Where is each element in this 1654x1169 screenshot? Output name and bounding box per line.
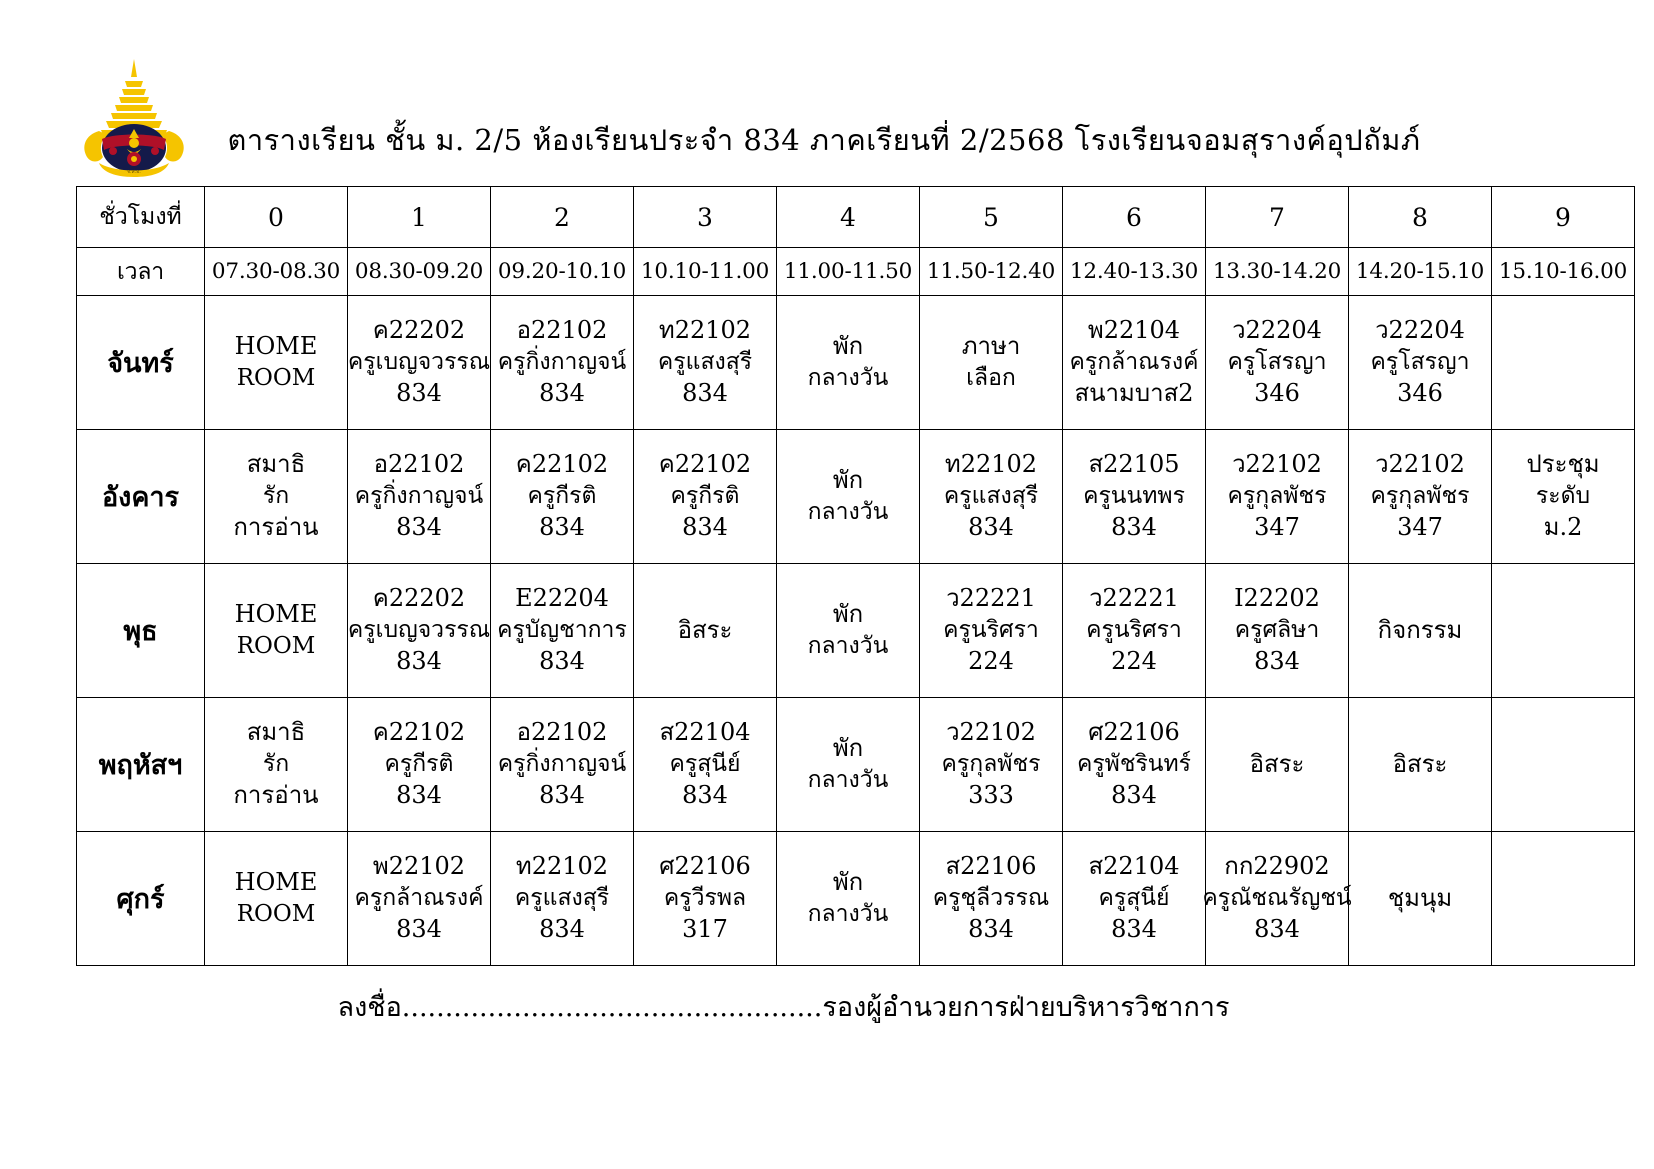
period-header-7: 7 bbox=[1206, 187, 1349, 248]
svg-text:จ.ส.อ.: จ.ส.อ. bbox=[127, 168, 141, 175]
subject-code: ค22202 bbox=[372, 316, 466, 345]
time-header-label: เวลา bbox=[77, 248, 205, 296]
teacher-name: กลางวัน bbox=[807, 633, 889, 660]
teacher-name: ครูกุลพัชร bbox=[1227, 483, 1327, 510]
room-number: 834 bbox=[396, 780, 442, 809]
room-number: การอ่าน bbox=[233, 512, 319, 541]
schedule-cell bbox=[205, 832, 348, 966]
teacher-name: ครูกุลพัชร bbox=[1370, 483, 1470, 510]
subject-code: พัก bbox=[832, 332, 864, 361]
teacher-name: ครูกล้าณรงค์ bbox=[1069, 349, 1199, 376]
subject-code: ศ22106 bbox=[659, 852, 751, 881]
schedule-cell-content bbox=[205, 698, 347, 831]
subject-code: HOME bbox=[234, 600, 318, 629]
time-slot-7: 13.30-14.20 bbox=[1206, 248, 1349, 296]
teacher-name: ครูนริศรา bbox=[943, 617, 1039, 644]
subject-code: พัก bbox=[832, 466, 864, 495]
subject-code: ว22102 bbox=[1375, 450, 1465, 479]
time-slot-8: 14.20-15.10 bbox=[1349, 248, 1492, 296]
teacher-name: รัก bbox=[262, 483, 290, 510]
period-header-2: 2 bbox=[491, 187, 634, 248]
day-label: พฤหัสฯ bbox=[77, 698, 205, 832]
teacher-name: ครูกิ่งกาญจน์ bbox=[497, 349, 627, 376]
schedule-cell bbox=[1349, 698, 1492, 832]
room-number: 347 bbox=[1254, 512, 1300, 541]
schedule-cell-content bbox=[1206, 430, 1348, 563]
room-number: 346 bbox=[1397, 378, 1443, 407]
teacher-name: ครูกีรติ bbox=[670, 483, 740, 510]
subject-code: I22202 bbox=[1234, 584, 1320, 613]
subject-code: ภาษา bbox=[961, 332, 1021, 361]
schedule-cell-content bbox=[1063, 564, 1205, 697]
room-number: 834 bbox=[1254, 914, 1300, 943]
teacher-name: รัก bbox=[262, 751, 290, 778]
teacher-name: ระดับ bbox=[1535, 483, 1591, 510]
schedule-cell-content bbox=[1349, 564, 1491, 697]
schedule-cell bbox=[205, 430, 348, 564]
subject-code: ว22102 bbox=[1232, 450, 1322, 479]
subject-code: ว22102 bbox=[946, 718, 1036, 747]
subject-code: กก22902 bbox=[1224, 852, 1330, 881]
room-number: 834 bbox=[396, 378, 442, 407]
schedule-cell-content bbox=[1349, 296, 1491, 429]
period-header-5: 5 bbox=[920, 187, 1063, 248]
schedule-cell bbox=[348, 698, 491, 832]
subject-code: ท22102 bbox=[515, 852, 609, 881]
subject-code: พัก bbox=[832, 734, 864, 763]
school-crest-icon bbox=[75, 55, 193, 180]
teacher-name: ครูณัชณรัญชน์ bbox=[1202, 885, 1352, 912]
schedule-cell bbox=[634, 296, 777, 430]
time-slot-1: 08.30-09.20 bbox=[348, 248, 491, 296]
schedule-cell bbox=[777, 430, 920, 564]
schedule-cell bbox=[491, 698, 634, 832]
schedule-cell bbox=[491, 430, 634, 564]
schedule-cell bbox=[1492, 698, 1635, 832]
schedule-cell bbox=[920, 430, 1063, 564]
schedule-cell bbox=[1349, 564, 1492, 698]
day-label: อังคาร bbox=[77, 430, 205, 564]
schedule-cell bbox=[1063, 832, 1206, 966]
room-number: 834 bbox=[539, 646, 585, 675]
subject-code: ส22106 bbox=[945, 852, 1037, 881]
schedule-cell-content bbox=[1206, 296, 1348, 429]
subject-code: อิสระ bbox=[1249, 749, 1305, 778]
teacher-name: ครูนริศรา bbox=[1086, 617, 1182, 644]
teacher-name: ครูกีรติ bbox=[384, 751, 454, 778]
subject-code: อิสระ bbox=[1392, 749, 1448, 778]
teacher-name: ครูสุนีย์ bbox=[1098, 885, 1170, 912]
room-number: 834 bbox=[539, 914, 585, 943]
room-number: 834 bbox=[682, 780, 728, 809]
schedule-cell-content bbox=[491, 564, 633, 697]
subject-code: ส22105 bbox=[1088, 450, 1180, 479]
room-number: 834 bbox=[1111, 914, 1157, 943]
room-number: 834 bbox=[539, 378, 585, 407]
schedule-cell-content bbox=[777, 832, 919, 965]
room-number: 224 bbox=[968, 646, 1014, 675]
teacher-name: ครูแสงสุรี bbox=[943, 483, 1039, 510]
schedule-cell-content bbox=[1063, 698, 1205, 831]
room-number: 834 bbox=[968, 914, 1014, 943]
room-number: 834 bbox=[396, 914, 442, 943]
period-header-6: 6 bbox=[1063, 187, 1206, 248]
teacher-name: ครูชุลีวรรณ bbox=[932, 885, 1050, 912]
schedule-cell bbox=[1492, 832, 1635, 966]
teacher-name: ครูกิ่งกาญจน์ bbox=[354, 483, 484, 510]
subject-code: ส22104 bbox=[1088, 852, 1180, 881]
table-row bbox=[77, 296, 1635, 430]
subject-code: กิจกรรม bbox=[1377, 615, 1463, 644]
schedule-cell-content bbox=[1492, 832, 1634, 965]
schedule-cell bbox=[1063, 564, 1206, 698]
time-slot-2: 09.20-10.10 bbox=[491, 248, 634, 296]
room-number: 347 bbox=[1397, 512, 1443, 541]
schedule-cell bbox=[920, 564, 1063, 698]
day-label: จันทร์ bbox=[77, 296, 205, 430]
teacher-name: ครูโสรญา bbox=[1370, 349, 1470, 376]
teacher-name: ครูนนทพร bbox=[1083, 483, 1185, 510]
subject-code: สมาธิ bbox=[246, 718, 306, 747]
room-number: 834 bbox=[396, 512, 442, 541]
schedule-cell bbox=[777, 832, 920, 966]
table-row bbox=[77, 430, 1635, 564]
schedule-cell bbox=[1349, 296, 1492, 430]
period-header-row bbox=[77, 187, 1635, 248]
schedule-cell-content bbox=[1349, 430, 1491, 563]
schedule-cell-content bbox=[1349, 832, 1491, 965]
schedule-cell bbox=[1206, 430, 1349, 564]
subject-code: ค22102 bbox=[515, 450, 609, 479]
signature-line: ลงชื่อ.................................................รองผู้อำนวยการฝ่ายบริหารวิชาการ bbox=[337, 992, 1230, 1023]
room-number: 834 bbox=[682, 512, 728, 541]
time-slot-5: 11.50-12.40 bbox=[920, 248, 1063, 296]
schedule-cell-content bbox=[348, 832, 490, 965]
room-number: 834 bbox=[1111, 512, 1157, 541]
subject-code: พัก bbox=[832, 600, 864, 629]
teacher-name: ครูเบญจวรรณ bbox=[347, 617, 491, 644]
subject-code: พ22102 bbox=[372, 852, 466, 881]
schedule-cell-content bbox=[348, 698, 490, 831]
schedule-cell bbox=[491, 832, 634, 966]
schedule-cell-content bbox=[920, 698, 1062, 831]
teacher-name: ครูสุนีย์ bbox=[669, 751, 741, 778]
schedule-cell bbox=[777, 296, 920, 430]
subject-code: E22204 bbox=[515, 584, 609, 613]
teacher-name: ครูพัชรินทร์ bbox=[1076, 751, 1192, 778]
subject-code: ว22204 bbox=[1375, 316, 1465, 345]
subject-code: อ22102 bbox=[516, 316, 608, 345]
schedule-cell-content bbox=[634, 698, 776, 831]
subject-code: ประชุม bbox=[1526, 450, 1600, 479]
subject-code: HOME bbox=[234, 332, 318, 361]
schedule-cell-content bbox=[1063, 430, 1205, 563]
schedule-cell bbox=[1349, 430, 1492, 564]
schedule-cell bbox=[1492, 564, 1635, 698]
teacher-name: ครูบัญชาการ bbox=[497, 617, 627, 644]
schedule-cell-content bbox=[1492, 296, 1634, 429]
schedule-cell-content bbox=[1492, 564, 1634, 697]
teacher-name: ครูกิ่งกาญจน์ bbox=[497, 751, 627, 778]
room-number: 834 bbox=[539, 512, 585, 541]
teacher-name: ครูเบญจวรรณ bbox=[347, 349, 491, 376]
teacher-name: ครูกุลพัชร bbox=[941, 751, 1041, 778]
teacher-name: กลางวัน bbox=[807, 365, 889, 392]
schedule-cell bbox=[348, 564, 491, 698]
time-slot-3: 10.10-11.00 bbox=[634, 248, 777, 296]
schedule-cell-content bbox=[634, 564, 776, 697]
schedule-cell-content bbox=[1492, 698, 1634, 831]
schedule-cell bbox=[1492, 430, 1635, 564]
schedule-cell bbox=[1063, 430, 1206, 564]
schedule-cell-content bbox=[777, 698, 919, 831]
table-row bbox=[77, 698, 1635, 832]
room-number: 346 bbox=[1254, 378, 1300, 407]
schedule-cell bbox=[1492, 296, 1635, 430]
schedule-cell-content bbox=[777, 430, 919, 563]
teacher-name: ครูศลิษา bbox=[1234, 617, 1320, 644]
teacher-name: ครูกล้าณรงค์ bbox=[354, 885, 484, 912]
subject-code: อ22102 bbox=[516, 718, 608, 747]
room-number: 834 bbox=[968, 512, 1014, 541]
schedule-cell-content bbox=[920, 430, 1062, 563]
schedule-cell bbox=[1349, 832, 1492, 966]
period-header-0: 0 bbox=[205, 187, 348, 248]
period-header-9: 9 bbox=[1492, 187, 1635, 248]
time-slot-6: 12.40-13.30 bbox=[1063, 248, 1206, 296]
schedule-cell-content bbox=[348, 296, 490, 429]
period-header-1: 1 bbox=[348, 187, 491, 248]
schedule-cell bbox=[777, 698, 920, 832]
subject-code: ว22221 bbox=[946, 584, 1036, 613]
timetable bbox=[76, 186, 1635, 966]
teacher-name: กลางวัน bbox=[807, 499, 889, 526]
schedule-cell bbox=[920, 832, 1063, 966]
period-header-4: 4 bbox=[777, 187, 920, 248]
teacher-name: ROOM bbox=[236, 365, 316, 392]
period-header-3: 3 bbox=[634, 187, 777, 248]
teacher-name: ครูกีรติ bbox=[527, 483, 597, 510]
teacher-name: ครูโสรญา bbox=[1227, 349, 1327, 376]
schedule-cell bbox=[1206, 698, 1349, 832]
teacher-name: กลางวัน bbox=[807, 901, 889, 928]
room-number: 834 bbox=[1111, 780, 1157, 809]
schedule-cell bbox=[348, 296, 491, 430]
schedule-cell-content bbox=[491, 698, 633, 831]
schedule-cell bbox=[1202, 832, 1352, 966]
schedule-cell-content bbox=[920, 296, 1062, 429]
room-number: 224 bbox=[1111, 646, 1157, 675]
room-number: 834 bbox=[539, 780, 585, 809]
schedule-cell bbox=[348, 430, 491, 564]
schedule-cell-content bbox=[1206, 698, 1348, 831]
schedule-cell-content bbox=[634, 430, 776, 563]
schedule-cell bbox=[920, 296, 1063, 430]
page-title: ตารางเรียน ชั้น ม. 2/5 ห้องเรียนประจำ 834 ภาคเรียนที่ 2/2568 โรงเรียนจอมสุรางค์อุปถัมภ์ bbox=[227, 122, 1421, 157]
schedule-cell bbox=[777, 564, 920, 698]
schedule-cell-content bbox=[491, 430, 633, 563]
schedule-cell-content bbox=[491, 832, 633, 965]
subject-code: ชุมนุม bbox=[1387, 883, 1453, 912]
schedule-cell-content bbox=[1063, 296, 1205, 429]
subject-code: พ22104 bbox=[1087, 316, 1181, 345]
schedule-cell-content bbox=[634, 832, 776, 965]
teacher-name: ROOM bbox=[236, 901, 316, 928]
room-number: 834 bbox=[682, 378, 728, 407]
schedule-cell-content bbox=[777, 296, 919, 429]
teacher-name: เลือก bbox=[966, 365, 1016, 392]
day-label: พุธ bbox=[77, 564, 205, 698]
subject-code: ว22221 bbox=[1089, 584, 1179, 613]
room-number: 317 bbox=[682, 914, 728, 943]
teacher-name: กลางวัน bbox=[807, 767, 889, 794]
schedule-cell-content bbox=[1206, 564, 1348, 697]
schedule-cell-content bbox=[1063, 832, 1205, 965]
time-header-row bbox=[77, 248, 1635, 296]
room-number: การอ่าน bbox=[233, 780, 319, 809]
schedule-cell bbox=[1063, 698, 1206, 832]
subject-code: ค22102 bbox=[372, 718, 466, 747]
period-header-8: 8 bbox=[1349, 187, 1492, 248]
schedule-cell-content bbox=[1492, 430, 1634, 563]
room-number: สนามบาส2 bbox=[1074, 378, 1194, 407]
schedule-cell-content bbox=[205, 430, 347, 563]
schedule-cell bbox=[920, 698, 1063, 832]
subject-code: HOME bbox=[234, 868, 318, 897]
schedule-cell-content bbox=[1202, 832, 1352, 965]
day-label: ศุกร์ bbox=[77, 832, 205, 966]
subject-code: ท22102 bbox=[944, 450, 1038, 479]
room-number: ม.2 bbox=[1543, 512, 1583, 541]
page-header bbox=[75, 52, 1495, 182]
room-number: 834 bbox=[1254, 646, 1300, 675]
schedule-cell bbox=[634, 832, 777, 966]
subject-code: ส22104 bbox=[659, 718, 751, 747]
time-slot-4: 11.00-11.50 bbox=[777, 248, 920, 296]
subject-code: ศ22106 bbox=[1088, 718, 1180, 747]
schedule-cell bbox=[205, 296, 348, 430]
table-row bbox=[77, 832, 1635, 966]
teacher-name: ROOM bbox=[236, 633, 316, 660]
schedule-cell-content bbox=[205, 296, 347, 429]
schedule-cell-content bbox=[348, 564, 490, 697]
schedule-cell bbox=[634, 698, 777, 832]
schedule-cell bbox=[1063, 296, 1206, 430]
schedule-cell-content bbox=[920, 832, 1062, 965]
subject-code: ค22202 bbox=[372, 584, 466, 613]
table-row bbox=[77, 564, 1635, 698]
schedule-cell bbox=[634, 430, 777, 564]
time-slot-0: 07.30-08.30 bbox=[205, 248, 348, 296]
teacher-name: ครูวีรพล bbox=[663, 885, 747, 912]
subject-code: ว22204 bbox=[1232, 316, 1322, 345]
room-number: 333 bbox=[968, 780, 1014, 809]
subject-code: อ22102 bbox=[373, 450, 465, 479]
schedule-cell bbox=[205, 564, 348, 698]
teacher-name: ครูแสงสุรี bbox=[514, 885, 610, 912]
schedule-cell bbox=[205, 698, 348, 832]
subject-code: สมาธิ bbox=[246, 450, 306, 479]
schedule-cell bbox=[1206, 564, 1349, 698]
schedule-cell bbox=[491, 296, 634, 430]
time-slot-9: 15.10-16.00 bbox=[1492, 248, 1635, 296]
schedule-cell-content bbox=[920, 564, 1062, 697]
schedule-cell-content bbox=[777, 564, 919, 697]
schedule-cell bbox=[348, 832, 491, 966]
room-number: 834 bbox=[396, 646, 442, 675]
period-header-label: ชั่วโมงที่ bbox=[77, 187, 205, 248]
schedule-cell-content bbox=[348, 430, 490, 563]
schedule-cell-content bbox=[1349, 698, 1491, 831]
schedule-cell-content bbox=[205, 564, 347, 697]
schedule-cell-content bbox=[205, 832, 347, 965]
teacher-name: ครูแสงสุรี bbox=[657, 349, 753, 376]
schedule-cell-content bbox=[634, 296, 776, 429]
subject-code: ค22102 bbox=[658, 450, 752, 479]
subject-code: พัก bbox=[832, 868, 864, 897]
subject-code: อิสระ bbox=[677, 615, 733, 644]
schedule-cell-content bbox=[491, 296, 633, 429]
schedule-cell bbox=[491, 564, 634, 698]
subject-code: ท22102 bbox=[658, 316, 752, 345]
schedule-cell bbox=[634, 564, 777, 698]
schedule-cell bbox=[1206, 296, 1349, 430]
